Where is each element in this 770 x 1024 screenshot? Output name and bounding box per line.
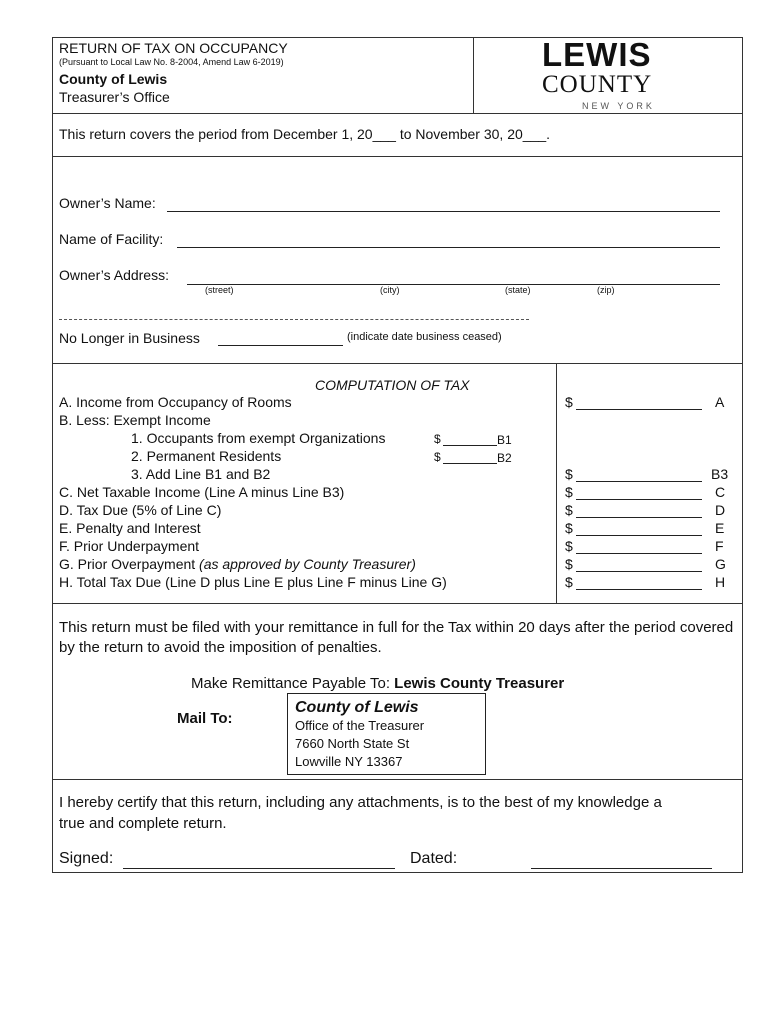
form-subtitle: (Pursuant to Local Law No. 8-2004, Amend Law 6-2019) [59,57,284,67]
computation-section [53,364,742,604]
h-dollar-sign: $ [565,574,573,590]
certification-section [53,780,742,874]
lewis-county-logo [474,38,744,114]
b2-dollar-sign: $ [434,450,441,464]
payable-to-line [191,675,564,692]
line-b3-label: 3. Add Line B1 and B2 [131,466,271,482]
owner-name-label: Owner’s Name: [59,195,156,211]
f-code: F [715,538,724,554]
logo-line3: NEW YORK [582,101,655,111]
b3-dollar-sign: $ [565,466,573,482]
d-amount-field[interactable] [576,517,702,518]
g-dollar-sign: $ [565,556,573,572]
owner-section [53,157,742,364]
facility-name-label: Name of Facility: [59,231,164,247]
period-section [53,114,742,157]
a-amount-field[interactable] [576,409,702,410]
owner-name-field[interactable] [167,211,720,212]
address-street-caption: (street) [205,285,234,295]
g-code: G [715,556,726,572]
occupancy-tax-form [52,37,743,873]
remittance-notice: This return must be filed with your remittance in full for the Tax within 20 days after the period covered by the return to avoid the imposition of penalties. [59,619,734,656]
logo-line1: LEWIS [542,36,652,73]
address-city-caption: (city) [380,285,400,295]
c-code: C [715,484,726,500]
line-e-label: E. Penalty and Interest [59,520,201,536]
f-dollar-sign: $ [565,538,573,554]
form-title: RETURN OF TAX ON OCCUPANCY [59,40,288,56]
signed-label: Signed: [59,850,114,867]
b3-code: B3 [711,466,729,482]
e-code: E [715,520,725,536]
c-amount-field[interactable] [576,499,702,500]
form-header [53,38,742,114]
signature-field[interactable] [123,868,395,869]
mail-to-label: Mail To: [177,710,233,727]
d-dollar-sign: $ [565,502,573,518]
computation-divider [556,364,557,604]
d-code: D [715,502,726,518]
mailing-address-line2: 7660 North State St [295,736,410,751]
line-b1-label: 1. Occupants from exempt Organizations [131,430,386,446]
line-h-label: H. Total Tax Due (Line D plus Line E plus Line F minus Line G) [59,574,447,590]
line-g-note: (as approved by County Treasurer) [199,556,416,572]
b2-code: B2 [497,451,512,465]
period-statement: This return covers the period from December 1, 20___ to November 30, 20___. [59,126,551,142]
line-c-label: C. Net Taxable Income (Line A minus Line B3) [59,484,345,500]
treasurer-office: Treasurer’s Office [59,89,170,105]
e-amount-field[interactable] [576,535,702,536]
line-a-label: A. Income from Occupancy of Rooms [59,394,292,410]
remittance-section [53,604,742,780]
f-amount-field[interactable] [576,553,702,554]
logo-line2: COUNTY [542,71,653,98]
h-amount-field[interactable] [576,589,702,590]
a-dollar-sign: $ [565,394,573,410]
b1-amount-field[interactable] [443,445,497,446]
e-dollar-sign: $ [565,520,573,536]
payable-to-label: Make Remittance Payable To: [191,675,390,692]
b3-amount-field[interactable] [576,481,702,482]
business-ceased-label: No Longer in Business [59,330,200,346]
mailing-address-line1: Office of the Treasurer [295,718,425,733]
line-g-label [59,556,416,572]
mailing-address-box [287,693,486,775]
line-g-text: G. Prior Overpayment [59,556,196,572]
certification-text: I hereby certify that this return, including any attachments, is to the best of my knowledge a true and complete return. [59,794,662,832]
line-d-label: D. Tax Due (5% of Line C) [59,502,222,518]
facility-name-field[interactable] [177,247,720,248]
business-ceased-hint: (indicate date business ceased) [347,331,502,343]
address-zip-caption: (zip) [597,285,615,295]
line-f-label: F. Prior Underpayment [59,538,200,554]
owner-address-field[interactable] [187,284,720,285]
mailing-address-line3: Lowville NY 13367 [295,754,403,769]
payable-to-name: Lewis County Treasurer [394,675,565,692]
line-b-label: B. Less: Exempt Income [59,412,211,428]
business-ceased-field[interactable] [218,345,343,346]
mailing-address-title: County of Lewis [295,699,419,716]
line-b2-label: 2. Permanent Residents [131,448,282,464]
g-amount-field[interactable] [576,571,702,572]
c-dollar-sign: $ [565,484,573,500]
b1-code: B1 [497,433,512,447]
date-field[interactable] [531,868,712,869]
b1-dollar-sign: $ [434,432,441,446]
owner-divider [59,319,529,320]
h-code: H [715,574,726,590]
dated-label: Dated: [410,850,458,867]
owner-address-label: Owner’s Address: [59,267,169,283]
computation-title: COMPUTATION OF TAX [315,377,470,393]
b2-amount-field[interactable] [443,463,497,464]
address-state-caption: (state) [505,285,531,295]
county-name: County of Lewis [59,71,168,87]
a-code: A [715,394,725,410]
